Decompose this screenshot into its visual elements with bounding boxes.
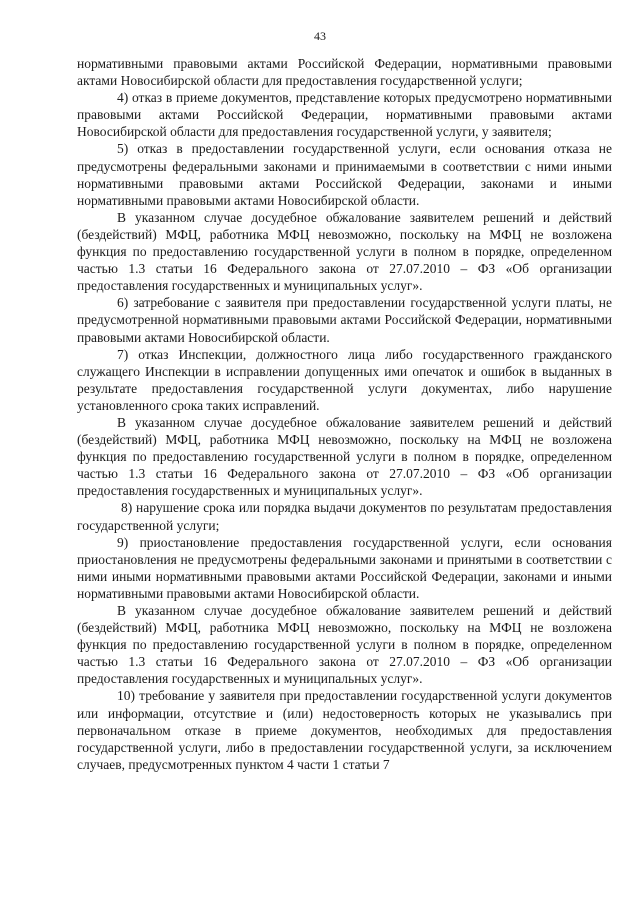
- paragraph-item-7: 7) отказ Инспекции, должностного лица либо государственного гражданского служащего Инспекции в исправлении допущенных ими опечаток и ошибок в выданных в результате предоставления государственной услуги документах, либо нарушение установленного срока таких исправлений.: [77, 346, 612, 413]
- paragraph-mfc-note-1: В указанном случае досудебное обжалование заявителем решений и действий (бездействий) МФЦ, работника МФЦ невозможно, поскольку на МФЦ не возложена функция по предоставлению государственной услуги в полном в порядке, определенном частью 1.3 статьи 16 Федерального закона от 27.07.2010 – ФЗ «Об организации предоставления государственных и муниципальных услуг».: [77, 209, 612, 294]
- paragraph-continuation: нормативными правовыми актами Российской Федерации, нормативными правовыми актами Новосибирской области для предоставления государственной услуги;: [77, 56, 612, 89]
- paragraph-mfc-note-2: В указанном случае досудебное обжалование заявителем решений и действий (бездействий) МФЦ, работника МФЦ невозможно, поскольку на МФЦ не возложена функция по предоставлению государственной услуги в полном в порядке, определенном частью 1.3 статьи 16 Федерального закона от 27.07.2010 – ФЗ «Об организации предоставления государственных и муниципальных услуг».: [77, 414, 612, 499]
- paragraph-item-5: 5) отказ в предоставлении государственной услуги, если основания отказа не предусмотрены федеральными законами и принимаемыми в соответствии с ними иными нормативными правовыми актами Российской Федерации, законами и иными нормативными правовыми актами Новосибирской области.: [77, 141, 612, 208]
- paragraph-item-8: 8) нарушение срока или порядка выдачи документов по результатам предоставления государственной услуги;: [77, 500, 612, 533]
- page-number: 43: [314, 29, 326, 43]
- paragraph-item-9: 9) приостановление предоставления государственной услуги, если основания приостановления не предусмотрены федеральными законами и принятыми в соответствии с ними иными нормативными правовыми актами Российской Федерации, законами и иными нормативными правовыми актами Новосибирской области.: [77, 534, 612, 601]
- paragraph-item-10: 10) требование у заявителя при предоставлении государственной услуги документов или информации, отсутствие и (или) недостоверность которых не указывались при первоначальном отказе в приеме документов, необходимых для предоставления государственной услуги, либо в предоставлении государственной услуги, за исключением случаев, предусмотренных пунктом 4 части 1 статьи 7: [77, 688, 612, 772]
- paragraph-mfc-note-3: В указанном случае досудебное обжалование заявителем решений и действий (бездействий) МФЦ, работника МФЦ невозможно, поскольку на МФЦ не возложена функция по предоставлению государственной услуги в полном в порядке, определенном частью 1.3 статьи 16 Федерального закона от 27.07.2010 – ФЗ «Об организации предоставления государственных и муниципальных услуг».: [77, 603, 612, 687]
- document-body: [77, 55, 612, 773]
- paragraph-item-6: 6) затребование с заявителя при предоставлении государственной услуги платы, не предусмотренной нормативными правовыми актами Российской Федерации, нормативными правовыми актами Новосибирской области.: [77, 295, 612, 345]
- paragraph-item-4: 4) отказ в приеме документов, представление которых предусмотрено нормативными правовыми актами Российской Федерации, нормативными правовыми актами Новосибирской области для предоставления государственной услуги, у заявителя;: [77, 90, 612, 140]
